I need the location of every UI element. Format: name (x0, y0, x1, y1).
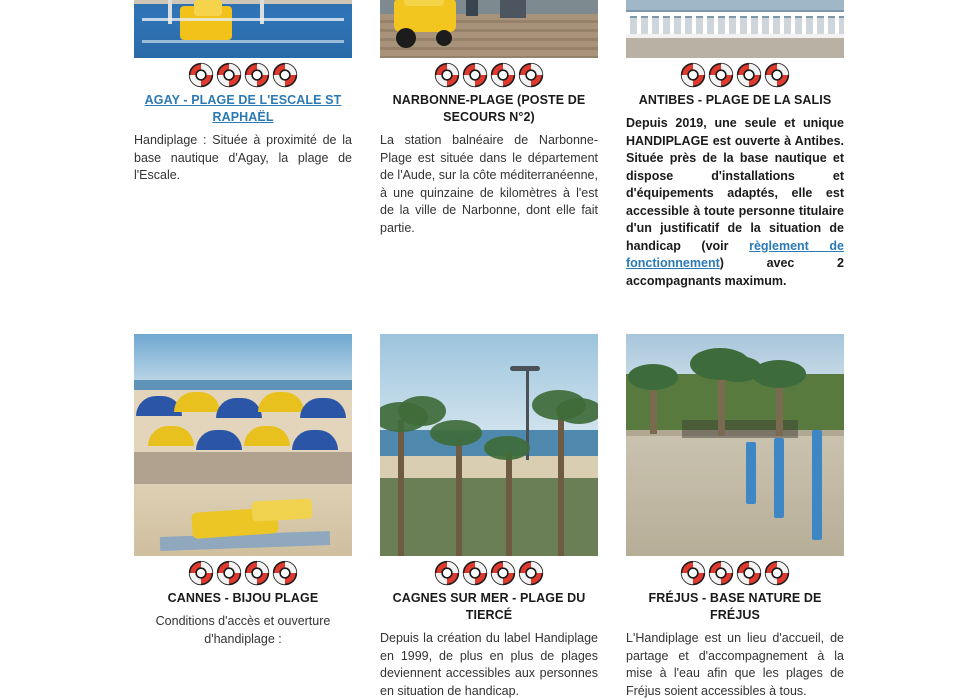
lifebuoy-icon (518, 560, 544, 586)
photo-frejus-promenade-palms (626, 334, 844, 556)
rating-lifebuoys (380, 62, 598, 88)
card-description: La station balnéaire de Narbonne-Plage est située dans le département de l'Aude, sur la côte méditerranéenne, à une quinzaine de kilomètres à l'est de la ville de Narbonne, dont elle fait partie. (380, 133, 598, 235)
lifebuoy-icon (434, 560, 460, 586)
lifebuoy-icon (272, 560, 298, 586)
card-title[interactable]: FRÉJUS - BASE NATURE DE FRÉJUS (648, 591, 822, 622)
lifebuoy-icon (188, 560, 214, 586)
card-frejus-base-nature[interactable] (626, 334, 844, 700)
lifebuoy-icon (244, 560, 270, 586)
lifebuoy-icon (216, 62, 242, 88)
lifebuoy-icon (680, 62, 706, 88)
cards-row-2 (134, 334, 842, 700)
lifebuoy-icon (434, 62, 460, 88)
lifebuoy-icon (462, 62, 488, 88)
card-narbonne-plage-poste-secours-2[interactable] (380, 0, 598, 237)
lifebuoy-icon (244, 62, 270, 88)
photo-narbonne-beach-wheelchair (380, 0, 598, 58)
card-description: Conditions d'accès et ouverture d'handiplage : (155, 614, 331, 646)
cards-grid (134, 0, 842, 700)
card-description: Depuis la création du label Handiplage en 1999, de plus en plus de plages deviennent accessibles aux personnes en situation de handicap. (380, 631, 598, 698)
photo-cagnes-palms-sea (380, 334, 598, 556)
lifebuoy-icon (680, 560, 706, 586)
rating-lifebuoys (134, 560, 352, 586)
card-title[interactable]: AGAY - PLAGE DE L'ESCALE ST RAPHAËL (144, 93, 342, 124)
lifebuoy-icon (272, 62, 298, 88)
photo-agay-pool-ramp (134, 0, 352, 58)
card-title[interactable]: CANNES - BIJOU PLAGE (167, 591, 319, 605)
card-title[interactable]: ANTIBES - PLAGE DE LA SALIS (638, 93, 832, 107)
card-antibes-plage-de-la-salis[interactable] (626, 0, 844, 290)
card-description: Handiplage : Située à proximité de la base nautique d'Agay, la plage de l'Escale. (134, 133, 352, 182)
row-spacer (134, 290, 842, 334)
lifebuoy-icon (188, 62, 214, 88)
lifebuoy-icon (708, 62, 734, 88)
lifebuoy-icon (462, 560, 488, 586)
card-description-prefix: Depuis 2019, une seule et unique HANDIPLAGE est ouverte à Antibes. Située près de la base nautique et dispose d'installations et d'équipements adaptés, elle est accessible à toute personne titulaire d'un justificatif de la situation de handicap (voir (626, 116, 844, 253)
card-agay-plage-escale-st-raphael[interactable] (134, 0, 352, 185)
rating-lifebuoys (134, 62, 352, 88)
card-title[interactable]: NARBONNE-PLAGE (POSTE DE SECOURS N°2) (392, 93, 586, 124)
lifebuoy-icon (216, 560, 242, 586)
lifebuoy-icon (708, 560, 734, 586)
lifebuoy-icon (736, 560, 762, 586)
rating-lifebuoys (626, 62, 844, 88)
photo-cannes-beach-umbrellas (134, 334, 352, 556)
card-cannes-bijou-plage[interactable] (134, 334, 352, 648)
reglement-de-fonctionnement-link[interactable]: règlement de fonctionnement (626, 238, 844, 270)
lifebuoy-icon (490, 560, 516, 586)
card-description-suffix: ) avec 2 accompagnants maximum. (626, 256, 844, 288)
rating-lifebuoys (626, 560, 844, 586)
card-title[interactable]: CAGNES SUR MER - PLAGE DU TIERCÉ (392, 591, 586, 622)
lifebuoy-icon (736, 62, 762, 88)
lifebuoy-icon (764, 62, 790, 88)
card-description: L'Handiplage est un lieu d'accueil, de partage et d'accompagnement à la mise à l'eau afin que les plages de Fréjus soient accessibles à tous. (626, 631, 844, 698)
lifebuoy-icon (518, 62, 544, 88)
card-description (626, 115, 844, 290)
lifebuoy-icon (764, 560, 790, 586)
photo-antibes-white-fence-promenade (626, 0, 844, 58)
rating-lifebuoys (380, 560, 598, 586)
cards-row-1 (134, 0, 842, 290)
lifebuoy-icon (490, 62, 516, 88)
card-cagnes-sur-mer-plage-du-tierce[interactable] (380, 334, 598, 700)
